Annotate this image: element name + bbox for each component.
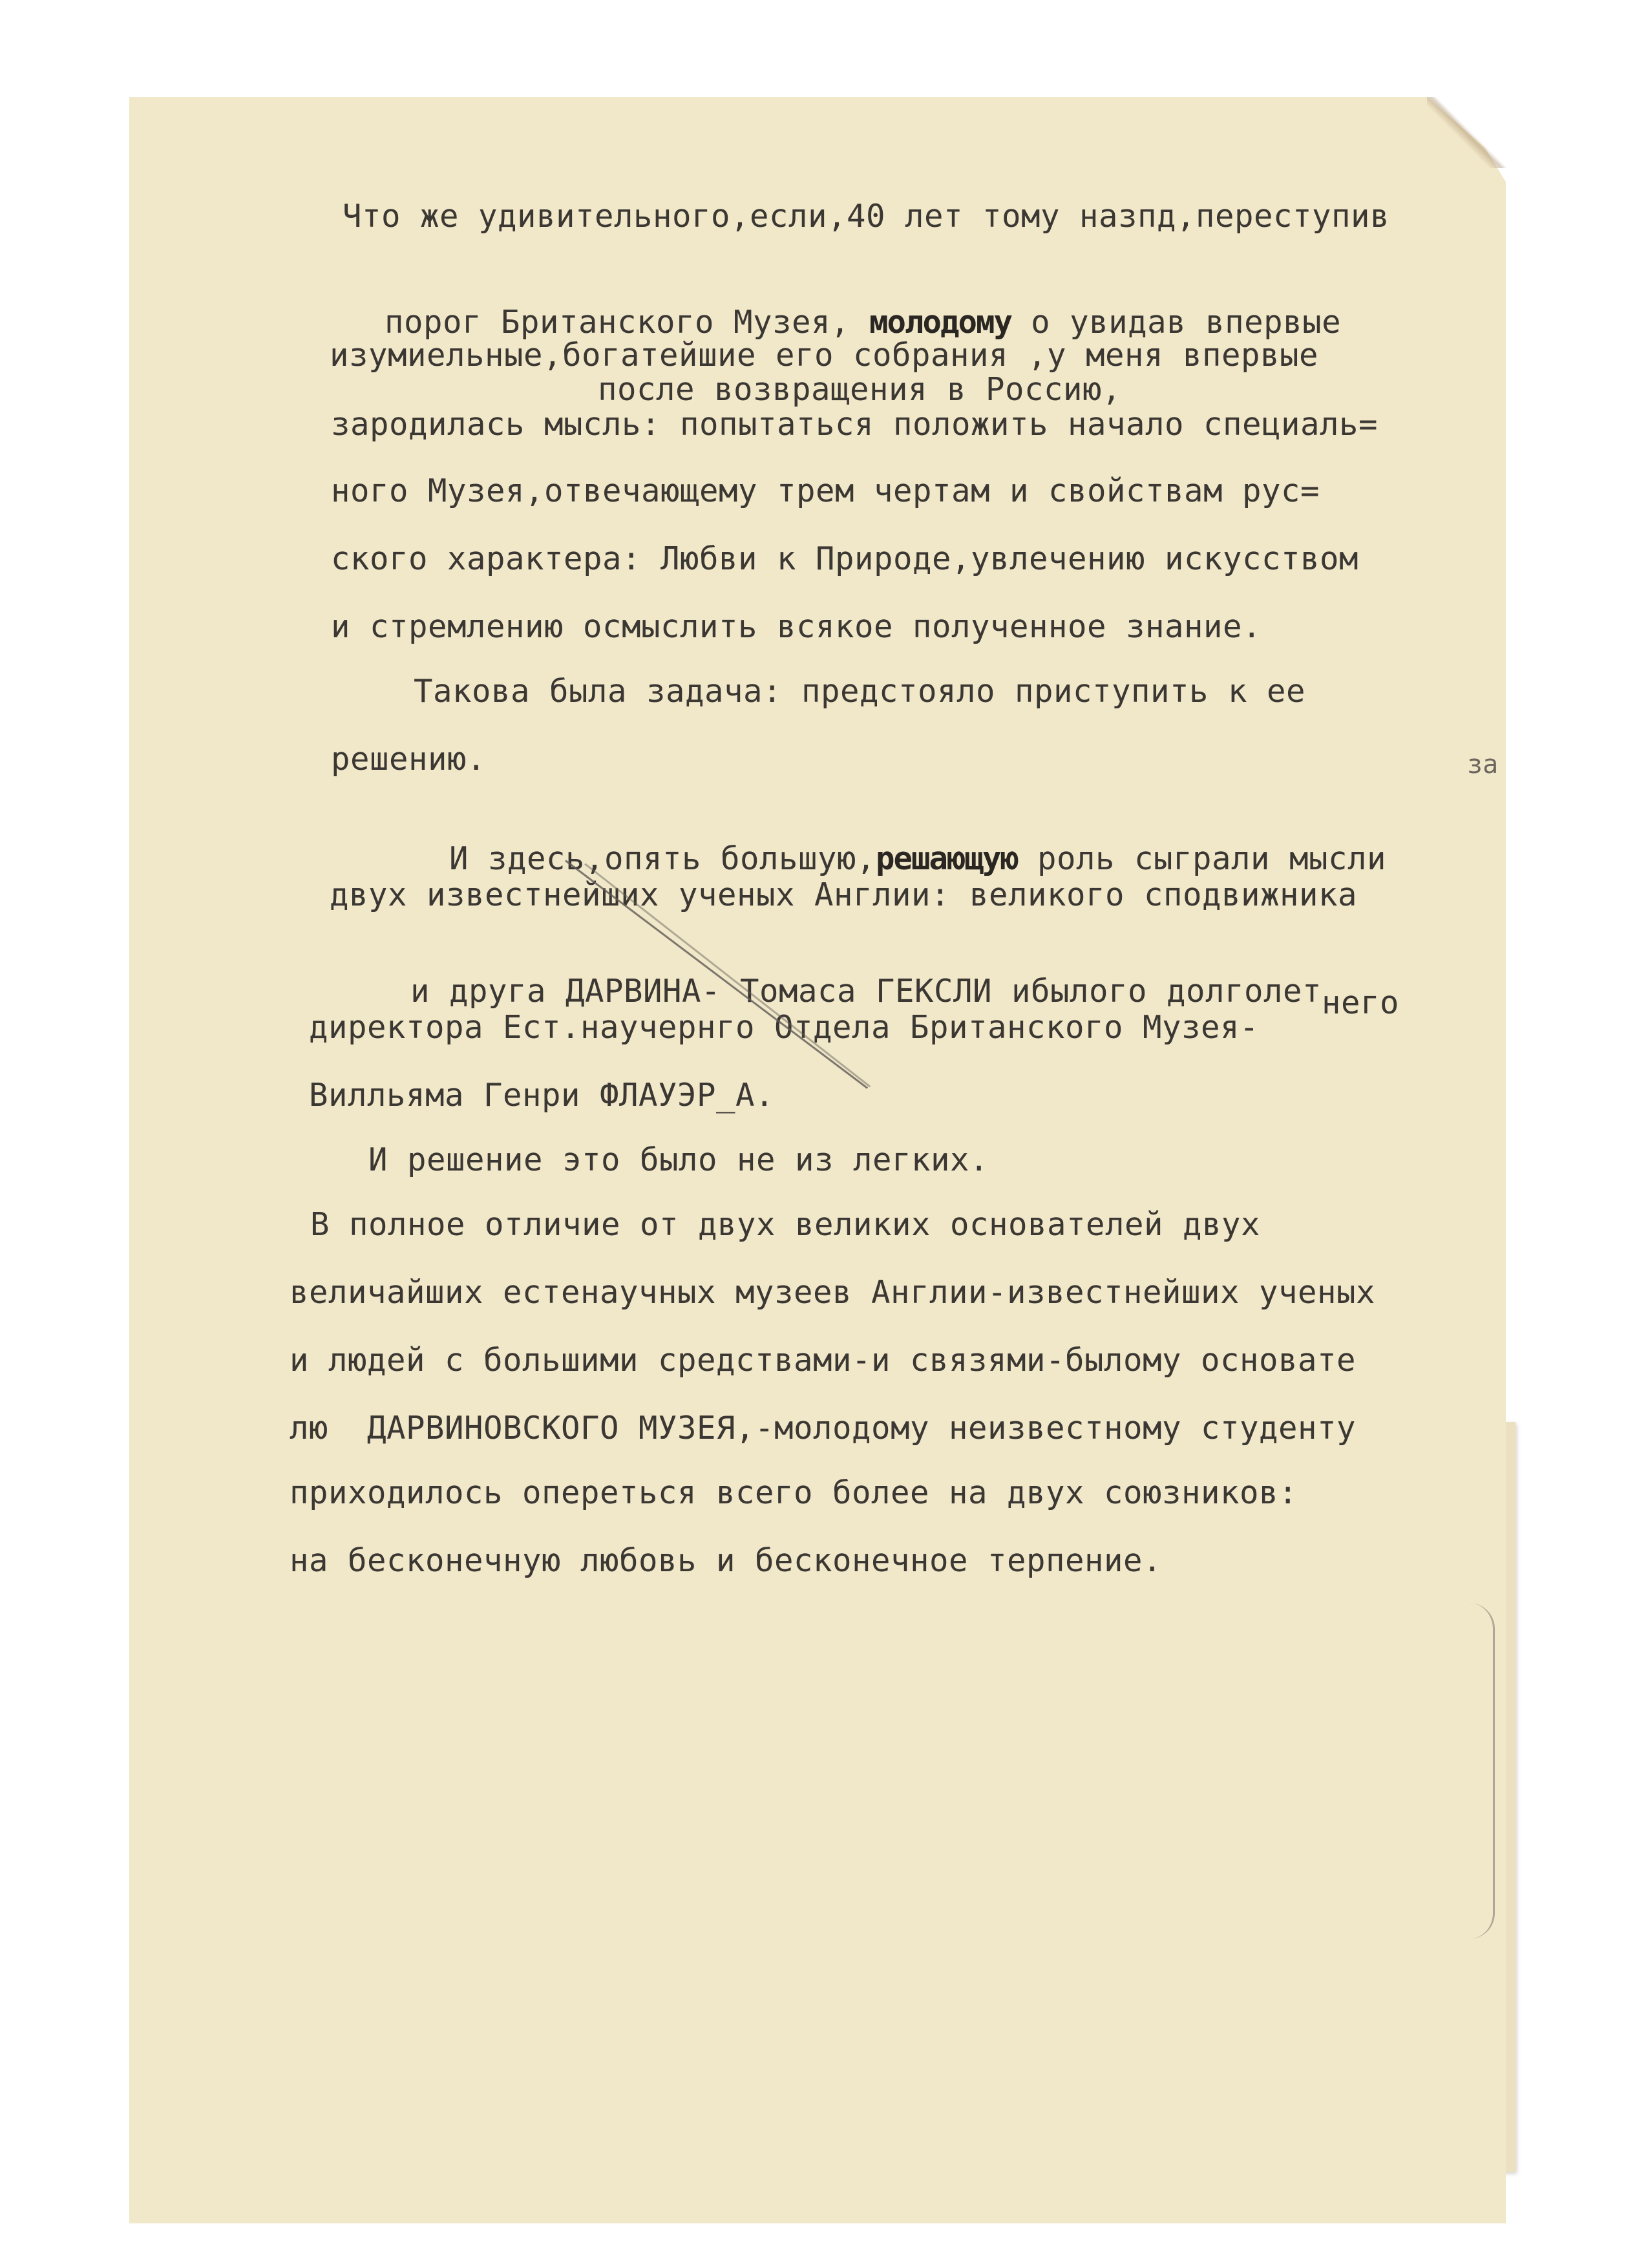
text-line: ского характера: Любви к Природе,увлечению искусством xyxy=(331,540,1359,577)
text-line: В полное отличие от двух великих основателей двух xyxy=(310,1206,1261,1243)
text-line: изумиельные,богатейшие его собрания ,у меня впервые xyxy=(330,337,1319,374)
text-line: Вилльяма Генри ФЛАУЭР_А. xyxy=(309,1077,775,1114)
text-line: зародилась мысль: попытаться положить начало специаль= xyxy=(331,406,1379,443)
text-line xyxy=(346,275,1342,341)
text-fragment: и друга ДАРВИНА- Томаса ГЕКСЛИ ибылого долголет xyxy=(410,973,1322,1010)
struck-out-word: молодому xyxy=(869,304,1012,341)
text-line: директора Ест.научернго Отдела Британского Музея- xyxy=(309,1009,1260,1046)
text-line: И решение это было не из легких. xyxy=(368,1141,989,1178)
text-line: величайших естенаучных музеев Англии-известнейших ученых xyxy=(290,1274,1376,1311)
text-fragment-lowered: него xyxy=(1322,984,1400,1021)
text-line: лю ДАРВИНОВСКОГО МУЗЕЯ,-молодому неизвестному студенту xyxy=(290,1410,1357,1447)
text-line xyxy=(372,944,1400,1021)
inserted-text: после возвращения в Россию, xyxy=(598,371,1122,408)
text-line: на бесконечную любовь и бесконечное терпение. xyxy=(290,1542,1163,1579)
text-fragment: о увидав впервые xyxy=(1011,304,1342,341)
text-line: ного Музея,отвечающему трем чертам и свойствам рус= xyxy=(331,472,1320,509)
text-fragment: И здесь,опять большую, xyxy=(449,840,876,877)
folded-corner xyxy=(1427,97,1511,168)
text-line: Что же удивительного,если,40 лет тому назпд,переступив xyxy=(343,198,1390,235)
text-fragment: порог Британского Музея, xyxy=(385,304,850,341)
text-fragment: роль сыграли мысли xyxy=(1018,840,1387,877)
pencil-margin-mark xyxy=(1467,1603,1495,1939)
struck-out-word: решающую xyxy=(876,840,1019,877)
text-line: и стремлению осмыслить всякое полученное знание. xyxy=(331,608,1262,645)
text-line xyxy=(410,811,1387,877)
text-line: и людей с большими средствами-и связями-былому основате xyxy=(290,1342,1357,1379)
margin-fragment: за xyxy=(1467,750,1499,779)
text-line: Такова была задача: предстояло приступить к ее xyxy=(414,673,1306,710)
text-line: двух известнейших ученых Англии: великого сподвижника xyxy=(330,876,1358,913)
text-line: решению. xyxy=(331,741,487,778)
text-line: приходилось опереться всего более на двух союзников: xyxy=(290,1474,1298,1511)
